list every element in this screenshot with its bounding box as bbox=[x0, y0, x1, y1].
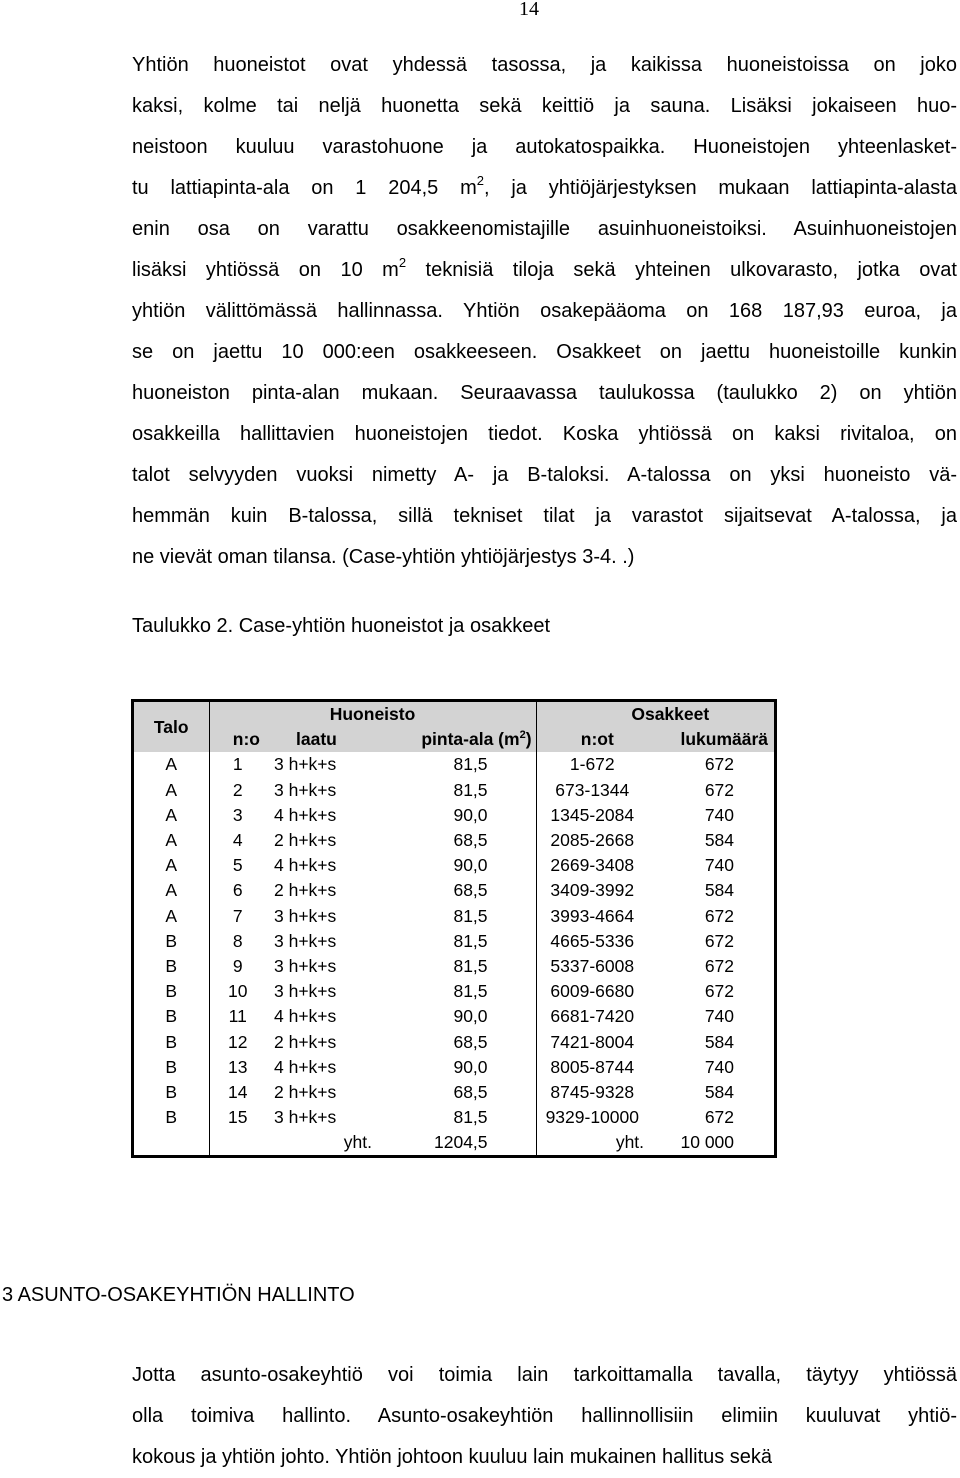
cell-laatu: 2 h+k+s bbox=[274, 1031, 337, 1052]
cell-not: 9329-10000 bbox=[545, 1107, 639, 1128]
text-line: neistoon kuuluu varastohuone ja autokatospaikka. Huoneistojen yhteenlasket- bbox=[132, 136, 957, 158]
text-line: Jotta asunto-osakeyhtiö voi toimia lain tarkoittamalla tavalla, täytyy yhtiössä bbox=[132, 1364, 957, 1386]
cell-lukumaara: 672 bbox=[704, 1107, 735, 1128]
cell-laatu: 3 h+k+s bbox=[274, 779, 337, 800]
empty-cell bbox=[209, 1130, 266, 1155]
cell-no: 8 bbox=[232, 930, 243, 951]
cell-not: 4665-5336 bbox=[550, 930, 635, 951]
cell-pinta-ala: 81,5 bbox=[376, 904, 536, 929]
cell-laatu: 2 h+k+s bbox=[274, 1081, 337, 1102]
table-row bbox=[134, 803, 774, 828]
cell-talo: A bbox=[134, 878, 209, 903]
cell-not: 8745-9328 bbox=[550, 1081, 635, 1102]
cell-not: 1345-2084 bbox=[550, 804, 635, 825]
text-line: hemmän kuin B-talossa, sillä tekniset tilat ja varastot sijaitsevat A-talossa, ja bbox=[132, 505, 957, 527]
table-header-row-2 bbox=[134, 727, 774, 752]
text-line: ne vievät oman tilansa. (Case-yhtiön yhtiöjärjestys 3-4. .) bbox=[132, 546, 635, 568]
table-row bbox=[134, 1029, 774, 1054]
header-not: n:ot bbox=[536, 727, 648, 752]
cell-pinta-ala: 68,5 bbox=[376, 828, 536, 853]
cell-pinta-ala: 81,5 bbox=[376, 979, 536, 1004]
empty-cell bbox=[134, 1130, 209, 1155]
cell-pinta-ala: 68,5 bbox=[376, 1080, 536, 1105]
cell-lukumaara: 672 bbox=[704, 905, 735, 926]
cell-lukumaara: 740 bbox=[704, 1056, 735, 1077]
table-row bbox=[134, 878, 774, 903]
cell-laatu: 3 h+k+s bbox=[274, 905, 337, 926]
cell-lukumaara: 672 bbox=[704, 754, 735, 775]
cell-not: 6681-7420 bbox=[550, 1006, 635, 1027]
total-shares: 10 000 bbox=[680, 1132, 735, 1153]
body-paragraph-1 bbox=[132, 45, 957, 578]
header-talo: Talo bbox=[134, 702, 209, 752]
cell-talo: B bbox=[134, 929, 209, 954]
cell-laatu: 4 h+k+s bbox=[274, 1056, 337, 1077]
table-row bbox=[134, 954, 774, 979]
cell-pinta-ala: 68,5 bbox=[376, 1029, 536, 1054]
header-huoneisto: Huoneisto bbox=[209, 702, 536, 727]
text-line: tu lattiapinta-ala on 1 204,5 $m^2$, ja yhtiöjärjestyksen mukaan lattiapinta-alasta bbox=[132, 173, 957, 199]
cell-laatu: 4 h+k+s bbox=[274, 804, 337, 825]
table-row bbox=[134, 1004, 774, 1029]
cell-lukumaara: 584 bbox=[704, 830, 735, 851]
cell-laatu: 2 h+k+s bbox=[274, 830, 337, 851]
cell-no: 7 bbox=[232, 905, 243, 926]
body-paragraph-2 bbox=[132, 1355, 957, 1478]
cell-no: 5 bbox=[232, 855, 243, 876]
page-number: 14 bbox=[519, 0, 539, 20]
text-line: yhtiön välittömässä hallinnassa. Yhtiön osakepääoma on 168 187,93 euroa, ja bbox=[132, 300, 957, 322]
cell-talo: A bbox=[134, 803, 209, 828]
cell-talo: B bbox=[134, 979, 209, 1004]
table-caption: Taulukko 2. Case-yhtiön huoneistot ja osakkeet bbox=[132, 615, 551, 637]
header-lukumaara: lukumäärä bbox=[648, 727, 774, 752]
cell-no: 13 bbox=[228, 1056, 248, 1077]
cell-not: 1-672 bbox=[569, 754, 615, 775]
section-heading: 3 ASUNTO-OSAKEYHTIÖN HALLINTO bbox=[2, 1284, 355, 1306]
cell-pinta-ala: 90,0 bbox=[376, 853, 536, 878]
table-row bbox=[134, 1105, 774, 1130]
text-line: kaksi, kolme tai neljä huonetta sekä keittiö ja sauna. Lisäksi jokaiseen huo- bbox=[132, 95, 957, 117]
cell-lukumaara: 584 bbox=[704, 880, 735, 901]
table-row bbox=[134, 752, 774, 777]
cell-laatu: 4 h+k+s bbox=[274, 1006, 337, 1027]
cell-lukumaara: 672 bbox=[704, 930, 735, 951]
cell-talo: B bbox=[134, 1055, 209, 1080]
cell-talo: B bbox=[134, 1029, 209, 1054]
cell-not: 2669-3408 bbox=[550, 855, 635, 876]
text-line: talot selvyyden vuoksi nimetty A- ja B-taloksi. A-talossa on yksi huoneisto vä- bbox=[132, 464, 957, 486]
cell-laatu: 3 h+k+s bbox=[274, 930, 337, 951]
text-line: enin osa on varattu osakkeenomistajille asuinhuoneistoiksi. Asuinhuoneistojen bbox=[132, 218, 957, 240]
table-row bbox=[134, 979, 774, 1004]
text-line: kokous ja yhtiön johto. Yhtiön johtoon kuuluu lain mukainen hallitus sekä bbox=[132, 1446, 773, 1468]
cell-pinta-ala: 68,5 bbox=[376, 878, 536, 903]
cell-not: 8005-8744 bbox=[550, 1056, 635, 1077]
table-row bbox=[134, 904, 774, 929]
cell-not: 7421-8004 bbox=[550, 1031, 635, 1052]
apartments-table bbox=[131, 699, 777, 1158]
cell-talo: A bbox=[134, 828, 209, 853]
cell-laatu: 4 h+k+s bbox=[274, 855, 337, 876]
cell-lukumaara: 672 bbox=[704, 955, 735, 976]
cell-talo: A bbox=[134, 853, 209, 878]
cell-no: 4 bbox=[232, 830, 243, 851]
cell-laatu: 2 h+k+s bbox=[274, 880, 337, 901]
table-row bbox=[134, 853, 774, 878]
cell-pinta-ala: 81,5 bbox=[376, 778, 536, 803]
total-label: yht. bbox=[615, 1132, 645, 1153]
cell-laatu: 3 h+k+s bbox=[274, 955, 337, 976]
cell-talo: A bbox=[134, 904, 209, 929]
cell-no: 15 bbox=[228, 1107, 248, 1128]
cell-pinta-ala: 81,5 bbox=[376, 1105, 536, 1130]
cell-lukumaara: 672 bbox=[704, 779, 735, 800]
cell-talo: B bbox=[134, 1080, 209, 1105]
cell-talo: A bbox=[134, 752, 209, 777]
table-header-row-1 bbox=[134, 702, 774, 727]
cell-no: 2 bbox=[232, 779, 243, 800]
cell-not: 673-1344 bbox=[555, 779, 630, 800]
table-row bbox=[134, 828, 774, 853]
cell-talo: B bbox=[134, 1004, 209, 1029]
cell-pinta-ala: 81,5 bbox=[376, 929, 536, 954]
cell-no: 12 bbox=[228, 1031, 248, 1052]
cell-pinta-ala: 90,0 bbox=[376, 1055, 536, 1080]
cell-no: 9 bbox=[232, 955, 243, 976]
cell-no: 14 bbox=[228, 1081, 248, 1102]
cell-not: 6009-6680 bbox=[550, 981, 635, 1002]
cell-lukumaara: 740 bbox=[704, 855, 735, 876]
total-label: yht. bbox=[343, 1132, 372, 1153]
table-row bbox=[134, 1055, 774, 1080]
cell-not: 5337-6008 bbox=[550, 955, 635, 976]
cell-pinta-ala: 81,5 bbox=[376, 752, 536, 777]
cell-no: 3 bbox=[232, 804, 243, 825]
table-row bbox=[134, 1080, 774, 1105]
cell-not: 3409-3992 bbox=[550, 880, 635, 901]
cell-no: 1 bbox=[232, 754, 243, 775]
header-laatu: laatu bbox=[266, 727, 376, 752]
table-row bbox=[134, 778, 774, 803]
cell-laatu: 3 h+k+s bbox=[274, 981, 337, 1002]
text-line: huoneiston pinta-alan mukaan. Seuraavassa taulukossa (taulukko 2) on yhtiön bbox=[132, 382, 957, 404]
header-no: n:o bbox=[209, 727, 266, 752]
cell-no: 10 bbox=[228, 981, 248, 1002]
text-line: Yhtiön huoneistot ovat yhdessä tasossa, ja kaikissa huoneistoissa on joko bbox=[132, 54, 957, 76]
cell-lukumaara: 584 bbox=[704, 1081, 735, 1102]
cell-talo: A bbox=[134, 778, 209, 803]
text-line: se on jaettu 10 000:een osakkeeseen. Osakkeet on jaettu huoneistoille kunkin bbox=[132, 341, 957, 363]
text-line: osakkeilla hallittavien huoneistojen tiedot. Koska yhtiössä on kaksi rivitaloa, on bbox=[132, 423, 957, 445]
cell-no: 11 bbox=[228, 1006, 247, 1027]
cell-no: 6 bbox=[232, 880, 243, 901]
cell-lukumaara: 740 bbox=[704, 804, 735, 825]
cell-lukumaara: 584 bbox=[704, 1031, 735, 1052]
cell-laatu: 3 h+k+s bbox=[274, 1107, 337, 1128]
cell-not: 3993-4664 bbox=[550, 905, 635, 926]
table-row bbox=[134, 929, 774, 954]
cell-lukumaara: 672 bbox=[704, 981, 735, 1002]
table-total-row bbox=[134, 1130, 774, 1155]
cell-lukumaara: 740 bbox=[704, 1006, 735, 1027]
cell-laatu: 3 h+k+s bbox=[274, 754, 337, 775]
cell-pinta-ala: 90,0 bbox=[376, 803, 536, 828]
text-line: olla toimiva hallinto. Asunto-osakeyhtiön hallinnollisiin elimiin kuuluvat yhtiö- bbox=[132, 1405, 957, 1427]
header-pinta-ala: pinta-ala $(m^2)$ bbox=[376, 727, 536, 752]
cell-pinta-ala: 90,0 bbox=[376, 1004, 536, 1029]
total-area: 1204,5 bbox=[376, 1130, 536, 1155]
cell-talo: B bbox=[134, 1105, 209, 1130]
header-osakkeet: Osakkeet bbox=[536, 702, 774, 727]
cell-talo: B bbox=[134, 954, 209, 979]
cell-pinta-ala: 81,5 bbox=[376, 954, 536, 979]
text-line: lisäksi yhtiössä on 10 $m^2$ teknisiä tiloja sekä yhteinen ulkovarasto, jotka ovat bbox=[132, 255, 957, 281]
cell-not: 2085-2668 bbox=[550, 830, 635, 851]
